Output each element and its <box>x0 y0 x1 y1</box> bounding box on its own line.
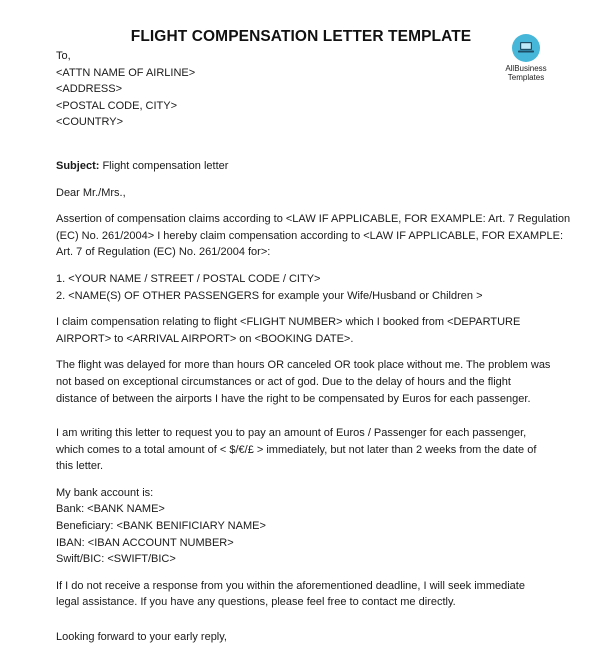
subject-line <box>56 158 556 175</box>
paragraph-claim-basis <box>56 211 571 261</box>
recipient-address <box>56 48 556 131</box>
address-line: <ATTN NAME OF AIRLINE> <box>56 66 196 79</box>
address-line: <COUNTRY> <box>56 116 124 129</box>
paragraph-line: not based on exceptional circumstances or act of god. Due to the delay of hours and the flight <box>56 375 511 388</box>
paragraph-line: The flight was delayed for more than hours OR canceled OR took place without me. The problem was <box>56 359 551 372</box>
paragraph-line: AIRPORT> to <ARRIVAL AIRPORT> on <BOOKING DATE>. <box>56 332 354 345</box>
closing-line: Looking forward to your early reply, <box>56 631 227 644</box>
paragraph-line: distance of between the airports I have the right to be compensated by Euros for each passenger. <box>56 392 531 405</box>
address-line: <ADDRESS> <box>56 83 123 96</box>
letter-body <box>56 48 571 646</box>
paragraph-line: legal assistance. If you have any questions, please feel free to contact me directly. <box>56 596 456 609</box>
passenger-list <box>56 271 556 304</box>
paragraph-line: which comes to a total amount of < $/€/£ > immediately, but not later than 2 weeks from the date of <box>56 443 537 456</box>
paragraph-line: Assertion of compensation claims according to <LAW IF APPLICABLE, FOR EXAMPLE: Art. 7 Regulation <box>56 213 571 226</box>
paragraph-delay-reason <box>56 357 556 407</box>
paragraph-line: I am writing this letter to request you to pay an amount of Euros / Passenger for each passenger, <box>56 427 527 440</box>
bank-details <box>56 485 556 568</box>
logo-line-1: AllBusiness <box>505 64 547 73</box>
paragraph-line: (EC) No. 261/2004> I hereby claim compensation according to <LAW IF APPLICABLE, FOR EXAMPLE: <box>56 229 564 242</box>
bank-line: My bank account is: <box>56 486 154 499</box>
paragraph-line: I claim compensation relating to flight <FLIGHT NUMBER> which I booked from <DEPARTURE <box>56 316 521 329</box>
paragraph-flight-details <box>56 314 556 347</box>
subject-label: Subject: <box>56 159 100 172</box>
logo-line-2: Templates <box>507 73 545 82</box>
subject-text: Flight compensation letter <box>99 159 229 172</box>
list-item: 1. <YOUR NAME / STREET / POSTAL CODE / CITY> <box>56 272 321 285</box>
paragraph-line: this letter. <box>56 460 104 473</box>
bank-line: Bank: <BANK NAME> <box>56 503 165 516</box>
list-item: 2. <NAME(S) OF OTHER PASSENGERS for example your Wife/Husband or Children > <box>56 289 483 302</box>
address-line: To, <box>56 50 71 62</box>
paragraph-legal-notice <box>56 578 556 611</box>
bank-line: Beneficiary: <BANK BENIFICIARY NAME> <box>56 520 266 533</box>
address-line: <POSTAL CODE, CITY> <box>56 99 178 112</box>
paragraph-line: Art. 7 of Regulation (EC) No. 261/2004 for>: <box>56 246 271 259</box>
paragraph-payment-request <box>56 425 556 475</box>
bank-line: Swift/BIC: <SWIFT/BIC> <box>56 553 176 566</box>
document-title: FLIGHT COMPENSATION LETTER TEMPLATE <box>130 28 472 45</box>
salutation: Dear Mr./Mrs., <box>56 186 126 199</box>
paragraph-line: If I do not receive a response from you within the aforementioned deadline, I will seek immediate <box>56 579 525 592</box>
bank-line: IBAN: <IBAN ACCOUNT NUMBER> <box>56 536 234 549</box>
